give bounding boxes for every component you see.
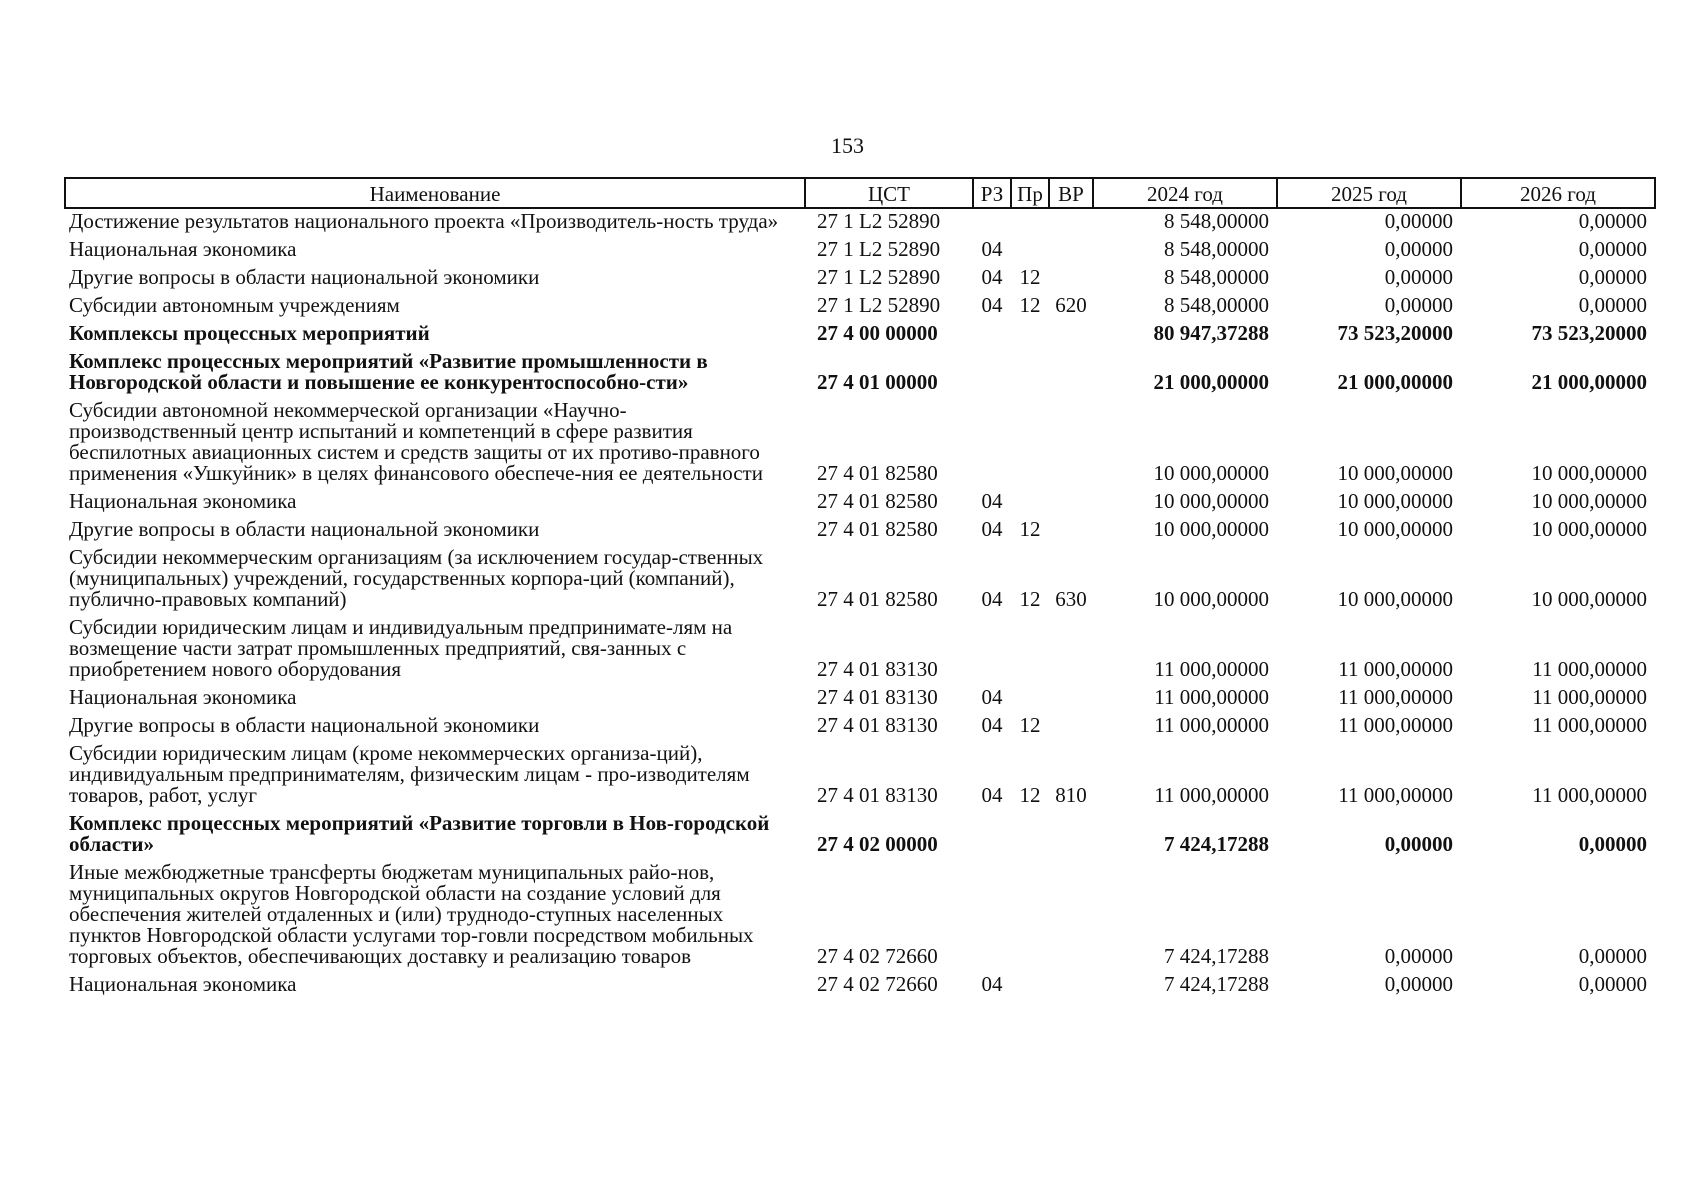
row-pr <box>1011 489 1049 517</box>
row-pr: 12 <box>1019 783 1041 807</box>
row-pr <box>1011 811 1049 860</box>
row-pr <box>1011 860 1049 972</box>
table-header <box>65 178 1655 208</box>
row-amount-2024: 7 424,17288 <box>1164 832 1269 856</box>
budget-table <box>64 177 1656 1000</box>
row-vr: 620 <box>1055 293 1087 317</box>
row-pr <box>1011 685 1049 713</box>
row-name: Другие вопросы в области национальной экономики <box>69 517 540 541</box>
row-amount-2025: 11 000,00000 <box>1338 783 1453 807</box>
row-rz <box>973 811 1011 860</box>
table-row <box>65 321 1655 349</box>
row-amount-2026: 0,00000 <box>1578 944 1647 968</box>
table-row <box>65 349 1655 398</box>
row-amount-2024: 8 548,00000 <box>1164 209 1269 233</box>
row-amount-2024: 80 947,37288 <box>1153 321 1269 345</box>
row-code: 27 1 L2 52890 <box>817 265 941 289</box>
row-vr <box>1049 265 1093 293</box>
row-amount-2026: 11 000,00000 <box>1532 783 1647 807</box>
row-amount-2026: 73 523,20000 <box>1531 321 1647 345</box>
row-amount-2024: 11 000,00000 <box>1154 657 1269 681</box>
table-row <box>65 489 1655 517</box>
row-amount-2024: 11 000,00000 <box>1154 783 1269 807</box>
row-rz: 04 <box>981 265 1003 289</box>
row-amount-2024: 10 000,00000 <box>1153 517 1269 541</box>
row-pr <box>1011 398 1049 489</box>
table-row <box>65 545 1655 615</box>
table-row <box>65 741 1655 811</box>
row-code: 27 1 L2 52890 <box>817 237 941 261</box>
header-name: Наименование <box>65 178 805 208</box>
row-name: Национальная экономика <box>69 489 297 513</box>
row-pr: 12 <box>1019 293 1041 317</box>
table-row <box>65 237 1655 265</box>
row-name: Другие вопросы в области национальной экономики <box>69 713 540 737</box>
table-row <box>65 293 1655 321</box>
row-amount-2026: 10 000,00000 <box>1531 461 1647 485</box>
row-code: 27 4 00 00000 <box>817 321 938 345</box>
row-vr <box>1049 517 1093 545</box>
row-amount-2026: 10 000,00000 <box>1531 489 1647 513</box>
row-pr <box>1011 615 1049 685</box>
row-amount-2024: 8 548,00000 <box>1164 265 1269 289</box>
row-name: Субсидии юридическим лицам и индивидуальным предпринимате-лям на возмещение части затрат промышленных предприятий, свя-занных с приобретением нового оборудования <box>69 615 733 681</box>
row-rz: 04 <box>981 587 1003 611</box>
row-pr <box>1011 321 1049 349</box>
table-body <box>65 208 1655 1000</box>
row-name: Комплекс процессных мероприятий «Развитие промышленности в Новгородской области и повышение ее конкурентоспособно-сти» <box>69 349 708 394</box>
row-amount-2025: 11 000,00000 <box>1338 685 1453 709</box>
row-amount-2025: 0,00000 <box>1384 293 1453 317</box>
row-amount-2025: 21 000,00000 <box>1337 370 1453 394</box>
row-name: Национальная экономика <box>69 685 297 709</box>
row-amount-2026: 10 000,00000 <box>1531 587 1647 611</box>
table-row <box>65 615 1655 685</box>
row-amount-2024: 7 424,17288 <box>1164 944 1269 968</box>
header-pr: Пр <box>1011 178 1049 208</box>
header-rz: РЗ <box>973 178 1011 208</box>
row-amount-2025: 0,00000 <box>1384 237 1453 261</box>
row-code: 27 4 01 83130 <box>817 657 938 681</box>
row-amount-2024: 11 000,00000 <box>1154 685 1269 709</box>
row-vr <box>1049 349 1093 398</box>
row-amount-2024: 21 000,00000 <box>1153 370 1269 394</box>
row-pr: 12 <box>1019 265 1041 289</box>
row-name: Субсидии некоммерческим организациям (за исключением государ-ственных (муниципальных) учреждений, государственных корпора-ций (компаний), публично-правовых компаний) <box>69 545 764 611</box>
row-amount-2026: 11 000,00000 <box>1532 713 1647 737</box>
row-rz: 04 <box>981 783 1003 807</box>
header-2025: 2025 год <box>1277 178 1461 208</box>
row-amount-2025: 0,00000 <box>1384 944 1453 968</box>
header-vr: ВР <box>1049 178 1093 208</box>
row-amount-2025: 73 523,20000 <box>1337 321 1453 345</box>
row-code: 27 1 L2 52890 <box>817 209 941 233</box>
row-vr <box>1049 860 1093 972</box>
row-amount-2024: 10 000,00000 <box>1153 587 1269 611</box>
row-amount-2026: 0,00000 <box>1578 237 1647 261</box>
row-vr <box>1049 208 1093 237</box>
row-rz: 04 <box>981 713 1003 737</box>
row-rz <box>973 615 1011 685</box>
row-name: Субсидии юридическим лицам (кроме некоммерческих организа-ций), индивидуальным предпринимателям, физическим лицам - про-изводителям товаров, работ, услуг <box>69 741 750 807</box>
header-code: ЦСТ <box>805 178 973 208</box>
row-rz: 04 <box>981 489 1003 513</box>
row-amount-2024: 7 424,17288 <box>1164 972 1269 996</box>
row-amount-2026: 0,00000 <box>1578 293 1647 317</box>
row-vr: 630 <box>1055 587 1087 611</box>
row-vr <box>1049 489 1093 517</box>
row-code: 27 4 01 83130 <box>817 713 938 737</box>
row-vr <box>1049 811 1093 860</box>
row-code: 27 4 01 00000 <box>817 370 938 394</box>
row-name: Субсидии автономным учреждениям <box>69 293 400 317</box>
row-amount-2026: 21 000,00000 <box>1531 370 1647 394</box>
table-row <box>65 517 1655 545</box>
row-code: 27 4 01 82580 <box>817 489 938 513</box>
row-amount-2025: 0,00000 <box>1384 972 1453 996</box>
row-vr <box>1049 615 1093 685</box>
row-name: Иные межбюджетные трансферты бюджетам муниципальных райо-нов, муниципальных округов Новгородской области на создание условий для обеспечения жителей отдаленных и (или) труднодо-ступных населенных пунктов Новгородской области услугами тор-говли посредством мобильных торговых объектов, обеспечивающих доставку и реализацию товаров <box>69 860 754 968</box>
table-row <box>65 811 1655 860</box>
row-name: Достижение результатов национального проекта «Производитель-ность труда» <box>69 209 779 233</box>
row-vr <box>1049 713 1093 741</box>
row-amount-2026: 11 000,00000 <box>1532 657 1647 681</box>
row-code: 27 4 01 82580 <box>817 587 938 611</box>
row-code: 27 4 01 82580 <box>817 517 938 541</box>
row-amount-2025: 10 000,00000 <box>1337 461 1453 485</box>
row-amount-2026: 0,00000 <box>1578 972 1647 996</box>
row-name: Субсидии автономной некоммерческой организации «Научно-производственный центр испытаний и компетенций в сфере развития беспилотных авиационных систем и средств защиты от их противо-правного применения «Ушкуйник» в целях финансового обеспече-ния ее деятельности <box>69 398 763 485</box>
row-amount-2026: 10 000,00000 <box>1531 517 1647 541</box>
row-rz: 04 <box>981 293 1003 317</box>
row-vr <box>1049 972 1093 1000</box>
row-vr <box>1049 685 1093 713</box>
table-row <box>65 713 1655 741</box>
row-pr: 12 <box>1019 517 1041 541</box>
row-rz: 04 <box>981 517 1003 541</box>
row-amount-2025: 11 000,00000 <box>1338 713 1453 737</box>
table-row <box>65 265 1655 293</box>
row-amount-2024: 8 548,00000 <box>1164 237 1269 261</box>
row-rz <box>973 208 1011 237</box>
row-pr <box>1011 208 1049 237</box>
row-amount-2025: 10 000,00000 <box>1337 517 1453 541</box>
row-name: Комплекс процессных мероприятий «Развитие торговли в Нов-городской области» <box>69 811 770 856</box>
row-amount-2025: 10 000,00000 <box>1337 587 1453 611</box>
row-code: 27 4 01 82580 <box>817 461 938 485</box>
row-name: Комплексы процессных мероприятий <box>69 321 430 345</box>
row-rz: 04 <box>981 685 1003 709</box>
row-vr: 810 <box>1055 783 1087 807</box>
row-code: 27 4 01 83130 <box>817 685 938 709</box>
row-name: Национальная экономика <box>69 237 297 261</box>
row-amount-2025: 0,00000 <box>1384 209 1453 233</box>
row-rz <box>973 860 1011 972</box>
row-code: 27 4 02 72660 <box>817 972 938 996</box>
row-vr <box>1049 321 1093 349</box>
header-2024: 2024 год <box>1093 178 1277 208</box>
row-amount-2025: 11 000,00000 <box>1338 657 1453 681</box>
row-amount-2025: 0,00000 <box>1384 265 1453 289</box>
row-pr <box>1011 237 1049 265</box>
row-code: 27 4 02 00000 <box>817 832 938 856</box>
table-row <box>65 208 1655 237</box>
row-amount-2024: 8 548,00000 <box>1164 293 1269 317</box>
row-amount-2026: 0,00000 <box>1578 832 1647 856</box>
row-rz <box>973 321 1011 349</box>
row-pr <box>1011 972 1049 1000</box>
row-amount-2024: 10 000,00000 <box>1153 489 1269 513</box>
row-amount-2026: 11 000,00000 <box>1532 685 1647 709</box>
row-amount-2025: 10 000,00000 <box>1337 489 1453 513</box>
row-vr <box>1049 237 1093 265</box>
row-vr <box>1049 398 1093 489</box>
row-amount-2025: 0,00000 <box>1384 832 1453 856</box>
row-name: Национальная экономика <box>69 972 297 996</box>
row-amount-2026: 0,00000 <box>1578 265 1647 289</box>
row-rz <box>973 398 1011 489</box>
row-code: 27 4 02 72660 <box>817 944 938 968</box>
row-rz <box>973 349 1011 398</box>
table-row <box>65 685 1655 713</box>
row-rz: 04 <box>981 972 1003 996</box>
header-2026: 2026 год <box>1461 178 1655 208</box>
row-name: Другие вопросы в области национальной экономики <box>69 265 540 289</box>
page-number: 153 <box>831 133 864 158</box>
row-amount-2024: 10 000,00000 <box>1153 461 1269 485</box>
row-pr: 12 <box>1019 587 1041 611</box>
row-amount-2026: 0,00000 <box>1578 209 1647 233</box>
row-amount-2024: 11 000,00000 <box>1154 713 1269 737</box>
row-pr <box>1011 349 1049 398</box>
table-row <box>65 860 1655 972</box>
row-code: 27 1 L2 52890 <box>817 293 941 317</box>
row-code: 27 4 01 83130 <box>817 783 938 807</box>
row-rz: 04 <box>981 237 1003 261</box>
table-row <box>65 972 1655 1000</box>
table-row <box>65 398 1655 489</box>
row-pr: 12 <box>1019 713 1041 737</box>
